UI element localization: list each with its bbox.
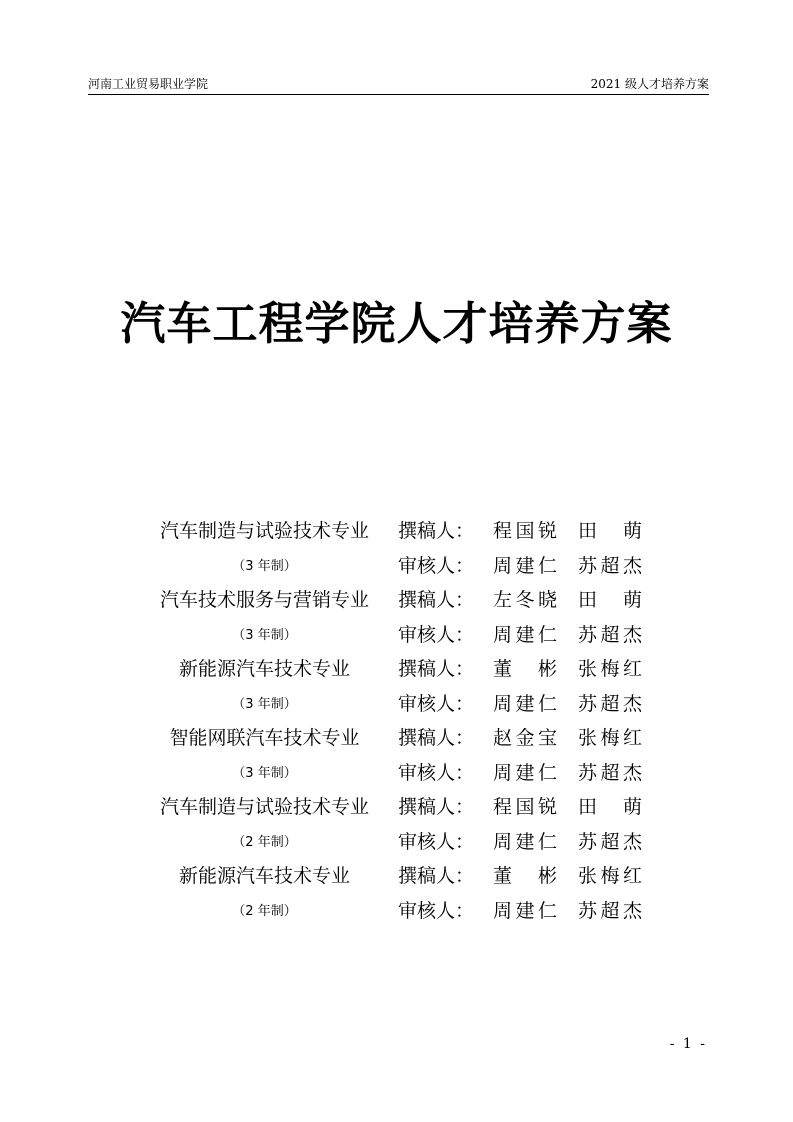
authors-list — [0, 510, 793, 924]
program-duration: （3 年制） — [232, 696, 297, 712]
writer-name: 董 彬 — [493, 865, 557, 887]
reviewer-name: 苏超杰 — [578, 830, 642, 853]
writer-name: 左冬晓 — [493, 589, 557, 611]
header-document-name: 2021 级人才培养方案 — [590, 77, 709, 91]
writer-name: 董 彬 — [493, 658, 557, 680]
writer-name: 张梅红 — [578, 658, 642, 680]
reviewer-name: 周建仁 — [493, 692, 557, 715]
program-duration: （2 年制） — [232, 834, 297, 850]
major-name: 智能网联汽车技术专业 — [169, 727, 360, 749]
reviewer-name: 苏超杰 — [578, 761, 642, 784]
writer-name: 赵金宝 — [493, 727, 557, 749]
reviewer-label: 审核人： — [398, 830, 475, 853]
major-name: 汽车技术服务与营销专业 — [159, 589, 369, 611]
writer-name: 田 萌 — [578, 796, 642, 818]
major-name: 汽车制造与试验技术专业 — [159, 796, 369, 818]
document-title: 汽车工程学院人才培养方案 — [120, 297, 673, 350]
entry-row-reviewer — [0, 890, 793, 925]
entry-row-writer — [0, 855, 793, 890]
entry-row-reviewer — [0, 614, 793, 649]
entry-row-writer — [0, 648, 793, 683]
writer-label: 撰稿人： — [398, 589, 475, 611]
major-name: 汽车制造与试验技术专业 — [159, 520, 369, 542]
writer-label: 撰稿人： — [398, 727, 475, 749]
header-institution: 河南工业贸易职业学院 — [88, 77, 209, 91]
writer-name: 田 萌 — [578, 589, 642, 611]
entry-row-writer — [0, 717, 793, 752]
reviewer-name: 苏超杰 — [578, 692, 642, 715]
reviewer-label: 审核人： — [398, 554, 475, 577]
major-name: 新能源汽车技术专业 — [178, 658, 350, 680]
page-number: - 1 - — [669, 1036, 707, 1052]
entry-row-writer — [0, 579, 793, 614]
page-header — [88, 72, 709, 95]
entry-row-reviewer — [0, 683, 793, 718]
program-duration: （2 年制） — [232, 903, 297, 919]
writer-name: 程国锐 — [493, 796, 557, 818]
reviewer-name: 苏超杰 — [578, 899, 642, 922]
entry-row-reviewer — [0, 545, 793, 580]
entry-row-writer — [0, 786, 793, 821]
major-name: 新能源汽车技术专业 — [178, 865, 350, 887]
writer-name: 张梅红 — [578, 727, 642, 749]
writer-name: 程国锐 — [493, 520, 557, 542]
entry-row-writer — [0, 510, 793, 545]
writer-label: 撰稿人： — [398, 658, 475, 680]
reviewer-label: 审核人： — [398, 899, 475, 922]
writer-name: 张梅红 — [578, 865, 642, 887]
reviewer-name: 周建仁 — [493, 554, 557, 577]
reviewer-name: 周建仁 — [493, 623, 557, 646]
program-duration: （3 年制） — [232, 558, 297, 574]
program-duration: （3 年制） — [232, 765, 297, 781]
reviewer-name: 周建仁 — [493, 899, 557, 922]
reviewer-name: 苏超杰 — [578, 623, 642, 646]
writer-label: 撰稿人： — [398, 796, 475, 818]
reviewer-name: 周建仁 — [493, 830, 557, 853]
reviewer-label: 审核人： — [398, 692, 475, 715]
reviewer-label: 审核人： — [398, 623, 475, 646]
writer-label: 撰稿人： — [398, 520, 475, 542]
entry-row-reviewer — [0, 821, 793, 856]
program-duration: （3 年制） — [232, 627, 297, 643]
entry-row-reviewer — [0, 752, 793, 787]
reviewer-name: 周建仁 — [493, 761, 557, 784]
reviewer-name: 苏超杰 — [578, 554, 642, 577]
writer-label: 撰稿人： — [398, 865, 475, 887]
writer-name: 田 萌 — [578, 520, 642, 542]
reviewer-label: 审核人： — [398, 761, 475, 784]
